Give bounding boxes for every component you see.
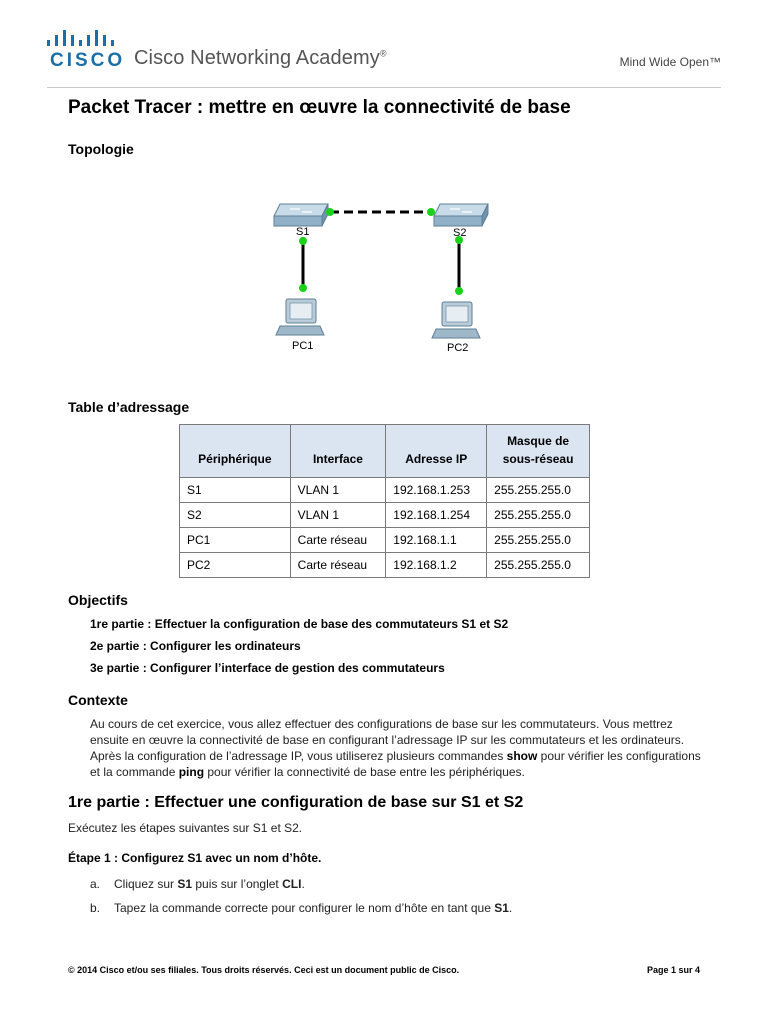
- table-cell: VLAN 1: [290, 503, 386, 528]
- page-number: Page 1 sur 4: [646, 965, 700, 975]
- step1-title: Étape 1 : Configurez S1 avec un nom d’hôte.: [68, 851, 322, 865]
- part1-title: 1re partie : Effectuer une configuration de base sur S1 et S2: [68, 794, 524, 811]
- table-cell: PC2: [180, 553, 291, 578]
- cisco-logo-word: CISCO: [50, 50, 126, 71]
- instruction-item: a. Cliquez sur S1 puis sur l’onglet CLI.: [90, 877, 305, 891]
- table-row: [180, 478, 590, 503]
- topology-diagram: [240, 185, 540, 365]
- switch-s2-icon: [434, 204, 488, 226]
- context-paragraph: Au cours de cet exercice, vous allez effectuer des configurations de base sur les commutateurs. Vous mettrez ensuite en œuvre la connectivité de base en configurant l’adressage IP sur les commutateurs et les ordinateurs. Après la configuration de l’adressage IP, vous utiliserez plusieurs commandes show pour vérifier les configurations et la commande ping pour vérifier la connectivité de base entre les périphériques.: [90, 717, 701, 779]
- link-light-s1-down: [299, 237, 307, 245]
- table-cell: 192.168.1.253: [386, 478, 487, 503]
- link-light-s1-s2-a: [326, 208, 334, 216]
- objective-item: 2e partie : Configurer les ordinateurs: [90, 639, 301, 653]
- label-pc1: PC1: [292, 340, 314, 352]
- table-cell: 255.255.255.0: [487, 478, 590, 503]
- table-cell: S2: [180, 503, 291, 528]
- table-row: [180, 553, 590, 578]
- label-s2: S2: [453, 227, 467, 239]
- page-header: [0, 0, 768, 90]
- switch-s1-icon: [274, 204, 328, 226]
- label-pc2: PC2: [447, 342, 469, 354]
- address-table: [179, 424, 590, 578]
- document-title: Packet Tracer : mettre en œuvre la connectivité de base: [68, 97, 571, 118]
- table-cell: Carte réseau: [290, 528, 386, 553]
- link-light-s1-s2-b: [427, 208, 435, 216]
- pc1-icon: [276, 299, 324, 335]
- table-cell: Carte réseau: [290, 553, 386, 578]
- column-header: Masque de sous-réseau: [487, 425, 590, 478]
- table-cell: 192.168.1.254: [386, 503, 487, 528]
- topology-heading: Topologie: [68, 141, 134, 157]
- link-light-pc1-up: [299, 284, 307, 292]
- table-cell: 255.255.255.0: [487, 503, 590, 528]
- table-cell: 255.255.255.0: [487, 553, 590, 578]
- table-cell: VLAN 1: [290, 478, 386, 503]
- footer-copyright: © 2014 Cisco et/ou ses filiales. Tous droits réservés. Ceci est un document public de Cisco.: [68, 965, 460, 975]
- link-light-pc2-up: [455, 287, 463, 295]
- table-row: [180, 528, 590, 553]
- objective-item: 1re partie : Effectuer la configuration de base des commutateurs S1 et S2: [90, 617, 509, 631]
- header-divider: [47, 87, 721, 88]
- context-heading: Contexte: [68, 692, 128, 708]
- academy-title: Cisco Networking Academy®: [134, 47, 387, 69]
- address-table-heading: Table d’adressage: [68, 399, 190, 415]
- objective-item: 3e partie : Configurer l’interface de gestion des commutateurs: [90, 661, 445, 675]
- table-cell: 192.168.1.2: [386, 553, 487, 578]
- table-cell: 255.255.255.0: [487, 528, 590, 553]
- column-header: Adresse IP: [386, 425, 487, 478]
- tagline: Mind Wide Open™: [619, 55, 721, 69]
- table-cell: PC1: [180, 528, 291, 553]
- table-row: [180, 503, 590, 528]
- part1-intro: Exécutez les étapes suivantes sur S1 et S2.: [68, 821, 303, 835]
- instruction-item: b. Tapez la commande correcte pour configurer le nom d’hôte en tant que S1.: [90, 901, 513, 915]
- table-cell: 192.168.1.1: [386, 528, 487, 553]
- pc2-icon: [432, 302, 480, 338]
- cisco-bridge-logo-icon: [47, 30, 115, 50]
- objectives-heading: Objectifs: [68, 592, 128, 608]
- table-header-row: [180, 425, 590, 478]
- column-header: Périphérique: [180, 425, 291, 478]
- page-footer: [68, 965, 700, 975]
- label-s1: S1: [296, 226, 310, 238]
- column-header: Interface: [290, 425, 386, 478]
- table-cell: S1: [180, 478, 291, 503]
